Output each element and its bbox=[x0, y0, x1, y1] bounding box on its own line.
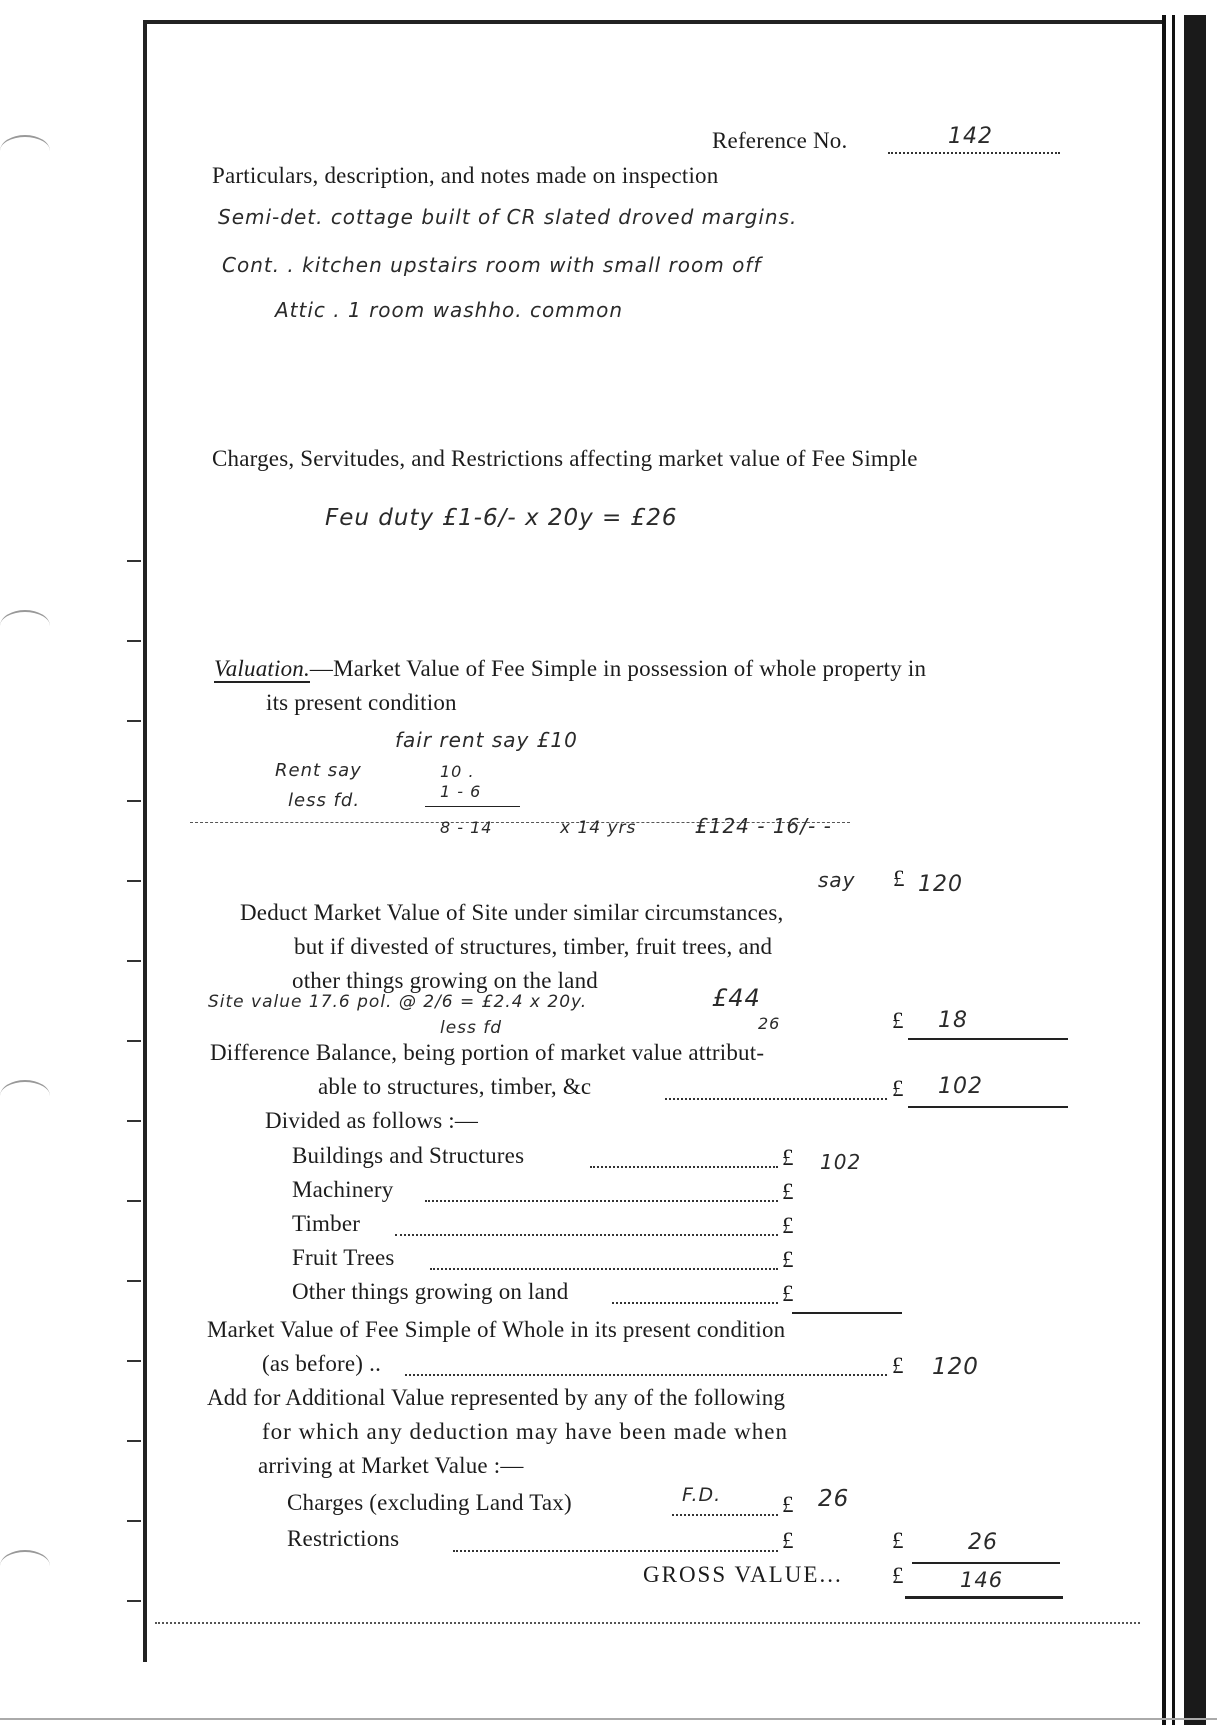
valuation-result: £124 - 16/- - bbox=[695, 814, 832, 838]
valuation-rent-say-label: Rent say bbox=[275, 760, 362, 781]
add-charges-label: Charges (excluding Land Tax) bbox=[287, 1490, 572, 1515]
deduct-pound: £ bbox=[892, 1008, 904, 1033]
deduct-site-total: £44 bbox=[712, 984, 761, 1012]
valuation-fair-rent: fair rent say £10 bbox=[395, 728, 578, 752]
deduct-line-2: but if divested of structures, timber, fruit trees, and bbox=[294, 934, 773, 959]
deduct-less-value: 26 bbox=[758, 1014, 781, 1033]
gross-pound: £ bbox=[892, 1563, 904, 1588]
valuation-years: x 14 yrs bbox=[560, 818, 637, 838]
particulars-heading: Particulars, description, and notes made on inspection bbox=[212, 163, 719, 188]
difference-pound: £ bbox=[892, 1076, 904, 1101]
valuation-less-fd-value: 1 - 6 bbox=[440, 782, 482, 801]
charges-note: Feu duty £1-6/- x 20y = £26 bbox=[325, 505, 678, 531]
add-charges-pound: £ bbox=[782, 1492, 794, 1517]
add-charges-note: F.D. bbox=[682, 1484, 722, 1506]
add-restrictions-label: Restrictions bbox=[287, 1526, 400, 1551]
divided-item-pound: £ bbox=[782, 1213, 794, 1238]
difference-line-1: Difference Balance, being portion of market value attribut- bbox=[210, 1040, 765, 1065]
add-line-3: arriving at Market Value :— bbox=[258, 1453, 524, 1478]
scan-bottom-line bbox=[0, 1718, 1217, 1720]
add-restrictions-pound: £ bbox=[782, 1528, 794, 1553]
page-bottom-edge bbox=[155, 1622, 1140, 1624]
deduct-less-fd: less fd bbox=[440, 1018, 503, 1038]
divided-item-pound: £ bbox=[782, 1281, 794, 1306]
valuation-say-value: 120 bbox=[918, 872, 963, 897]
punch-hole bbox=[0, 610, 50, 642]
market-whole-value: 120 bbox=[932, 1354, 979, 1380]
valuation-less-fd-label: less fd. bbox=[288, 790, 361, 811]
difference-value: 102 bbox=[938, 1074, 983, 1099]
deduct-line-3: other things growing on the land bbox=[292, 968, 598, 993]
divided-item-value: 102 bbox=[820, 1150, 862, 1174]
valuation-heading-rest: —Market Value of Fee Simple in possession of whole property in bbox=[309, 656, 927, 681]
valuation-heading-line2: its present condition bbox=[266, 690, 457, 715]
market-whole-pound: £ bbox=[892, 1353, 904, 1378]
add-charges-value: 26 bbox=[818, 1486, 850, 1512]
punch-hole bbox=[0, 1080, 50, 1112]
gross-label: GROSS VALUE... bbox=[643, 1562, 843, 1587]
deduct-value: 18 bbox=[938, 1008, 968, 1033]
add-line-2: for which any deduction may have been made when bbox=[262, 1419, 788, 1444]
add-total-value: 26 bbox=[968, 1530, 998, 1555]
valuation-say: say bbox=[818, 868, 856, 892]
valuation-net-value: 8 - 14 bbox=[440, 818, 493, 837]
page-top-edge bbox=[143, 20, 1163, 24]
punch-hole bbox=[0, 1550, 50, 1582]
market-whole-line-2: (as before) .. bbox=[262, 1351, 382, 1376]
divided-item-label: Timber bbox=[292, 1211, 361, 1236]
divided-heading: Divided as follows :— bbox=[265, 1108, 479, 1133]
divided-item-pound: £ bbox=[782, 1179, 794, 1204]
particulars-note-2: Cont. . kitchen upstairs room with small room off bbox=[222, 253, 762, 277]
valuation-say-pound: £ bbox=[893, 866, 905, 891]
add-total-pound: £ bbox=[892, 1528, 904, 1553]
particulars-note-1: Semi-det. cottage built of CR slated droved margins. bbox=[218, 205, 798, 229]
reference-value: 142 bbox=[948, 124, 993, 149]
market-whole-line-1: Market Value of Fee Simple of Whole in its present condition bbox=[207, 1317, 786, 1342]
valuation-heading-italic: Valuation. bbox=[214, 656, 310, 681]
binding-spine bbox=[1140, 15, 1215, 1725]
divided-item-label: Other things growing on land bbox=[292, 1279, 569, 1304]
divided-item-pound: £ bbox=[782, 1247, 794, 1272]
divided-item-label: Buildings and Structures bbox=[292, 1143, 525, 1168]
valuation-rent-say-value: 10 . bbox=[440, 762, 475, 781]
page-left-edge bbox=[143, 22, 147, 1662]
charges-heading: Charges, Servitudes, and Restrictions affecting market value of Fee Simple bbox=[212, 446, 918, 471]
add-line-1: Add for Additional Value represented by any of the following bbox=[207, 1385, 786, 1410]
divided-item-pound: £ bbox=[782, 1145, 794, 1170]
deduct-site-note: Site value 17.6 pol. @ 2/6 = £2.4 x 20y. bbox=[208, 992, 588, 1012]
deduct-line-1: Deduct Market Value of Site under similar circumstances, bbox=[240, 900, 784, 925]
valuation-heading bbox=[214, 656, 926, 682]
gross-value: 146 bbox=[960, 1568, 1004, 1592]
divided-item-label: Machinery bbox=[292, 1177, 394, 1202]
divided-item-label: Fruit Trees bbox=[292, 1245, 395, 1270]
difference-line-2: able to structures, timber, &c bbox=[318, 1074, 592, 1099]
reference-label: Reference No. bbox=[712, 128, 848, 153]
punch-hole bbox=[0, 135, 50, 167]
particulars-note-3: Attic . 1 room washho. common bbox=[275, 298, 624, 322]
